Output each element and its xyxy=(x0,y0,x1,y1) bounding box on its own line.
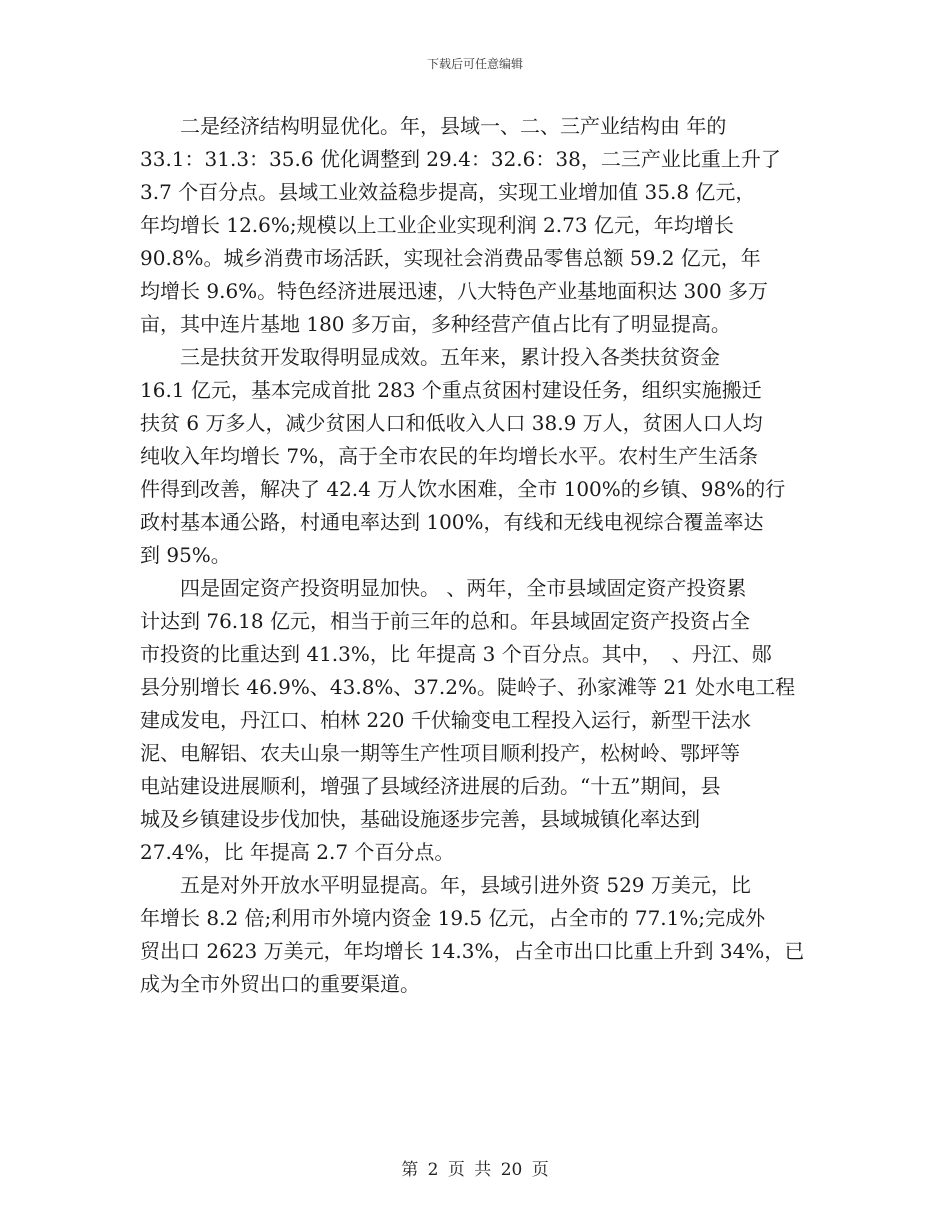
text-line: 年增长 8.2 倍;利用市外境内资金 19.5 亿元，占全市的 77.1%;完成外 xyxy=(140,906,766,930)
paragraph-poverty-alleviation xyxy=(140,341,810,572)
text-line: 亩，其中连片基地 180 多万亩，多种经营产值占比有了明显提高。 xyxy=(140,312,731,336)
page-header: 下载后可任意编辑 xyxy=(426,57,523,71)
text-line: 扶贫 6 万多人，减少贫困人口和低收入人口 38.9 万人，贫困人口人均 xyxy=(140,411,763,435)
text-line: 年均增长 12.6%;规模以上工业企业实现利润 2.73 亿元，年均增长 xyxy=(140,213,734,237)
text-line: 90.8%。城乡消费市场活跃，实现社会消费品零售总额 59.2 亿元，年 xyxy=(140,246,761,270)
text-line: 市投资的比重达到 41.3%，比 年提高 3 个百分点。其中， 、丹江、郧 xyxy=(140,642,772,666)
text-line: 政村基本通公路，村通电率达到 100%，有线和无线电视综合覆盖率达 xyxy=(140,510,764,534)
text-line: 贸出口 2623 万美元，年均增长 14.3%，占全市出口比重上升到 34%，已 xyxy=(140,939,805,963)
paragraph-fixed-asset-investment xyxy=(140,572,810,869)
paragraph-economic-structure xyxy=(140,110,810,341)
text-line: 纯收入年均增长 7%，高于全市农民的年均增长水平。农村生产生活条 xyxy=(140,444,759,468)
text-line: 计达到 76.18 亿元，相当于前三年的总和。年县域固定资产投资占全 xyxy=(140,609,750,633)
text-line: 泥、电解铝、农夫山泉一期等生产性项目顺利投产，松树岭、鄂坪等 xyxy=(140,741,740,765)
text-line: 县分别增长 46.9%、43.8%、37.2%。陡岭子、孙家滩等 21 处水电工程 xyxy=(140,675,796,699)
text-line: 到 95%。 xyxy=(140,543,231,567)
text-line: 件得到改善，解决了 42.4 万人饮水困难，全市 100%的乡镇、98%的行 xyxy=(140,477,786,501)
text-line: 16.1 亿元，基本完成首批 283 个重点贫困村建设任务，组织实施搬迁 xyxy=(140,378,762,402)
text-line: 电站建设进展顺利，增强了县域经济进展的后劲。“十五”期间，县 xyxy=(140,774,721,798)
text-line: 二是经济结构明显优化。年，县域一、二、三产业结构由 年的 xyxy=(140,114,727,138)
text-line: 建成发电，丹江口、柏林 220 千伏输变电工程投入运行，新型干法水 xyxy=(140,708,751,732)
document-body xyxy=(140,110,810,1001)
text-line: 均增长 9.6%。特色经济进展迅速，八大特色产业基地面积达 300 多万 xyxy=(140,279,769,303)
text-line: 三是扶贫开发取得明显成效。五年来，累计投入各类扶贫资金 xyxy=(140,345,720,369)
paragraph-opening-up xyxy=(140,869,810,1001)
text-line: 27.4%，比 年提高 2.7 个百分点。 xyxy=(140,840,455,864)
text-line: 城及乡镇建设步伐加快，基础设施逐步完善，县域城镇化率达到 xyxy=(140,807,700,831)
page-number-footer: 第 2 页 共 20 页 xyxy=(401,1160,549,1180)
text-line: 五是对外开放水平明显提高。年，县域引进外资 529 万美元，比 xyxy=(140,873,751,897)
text-line: 四是固定资产投资明显加快。 、两年，全市县域固定资产投资累 xyxy=(140,576,747,600)
text-line: 33.1：31.3：35.6 优化调整到 29.4：32.6：38，二三产业比重上升了 xyxy=(140,147,781,171)
text-line: 3.7 个百分点。县域工业效益稳步提高，实现工业增加值 35.8 亿元， xyxy=(140,180,756,204)
text-line: 成为全市外贸出口的重要渠道。 xyxy=(140,972,420,996)
